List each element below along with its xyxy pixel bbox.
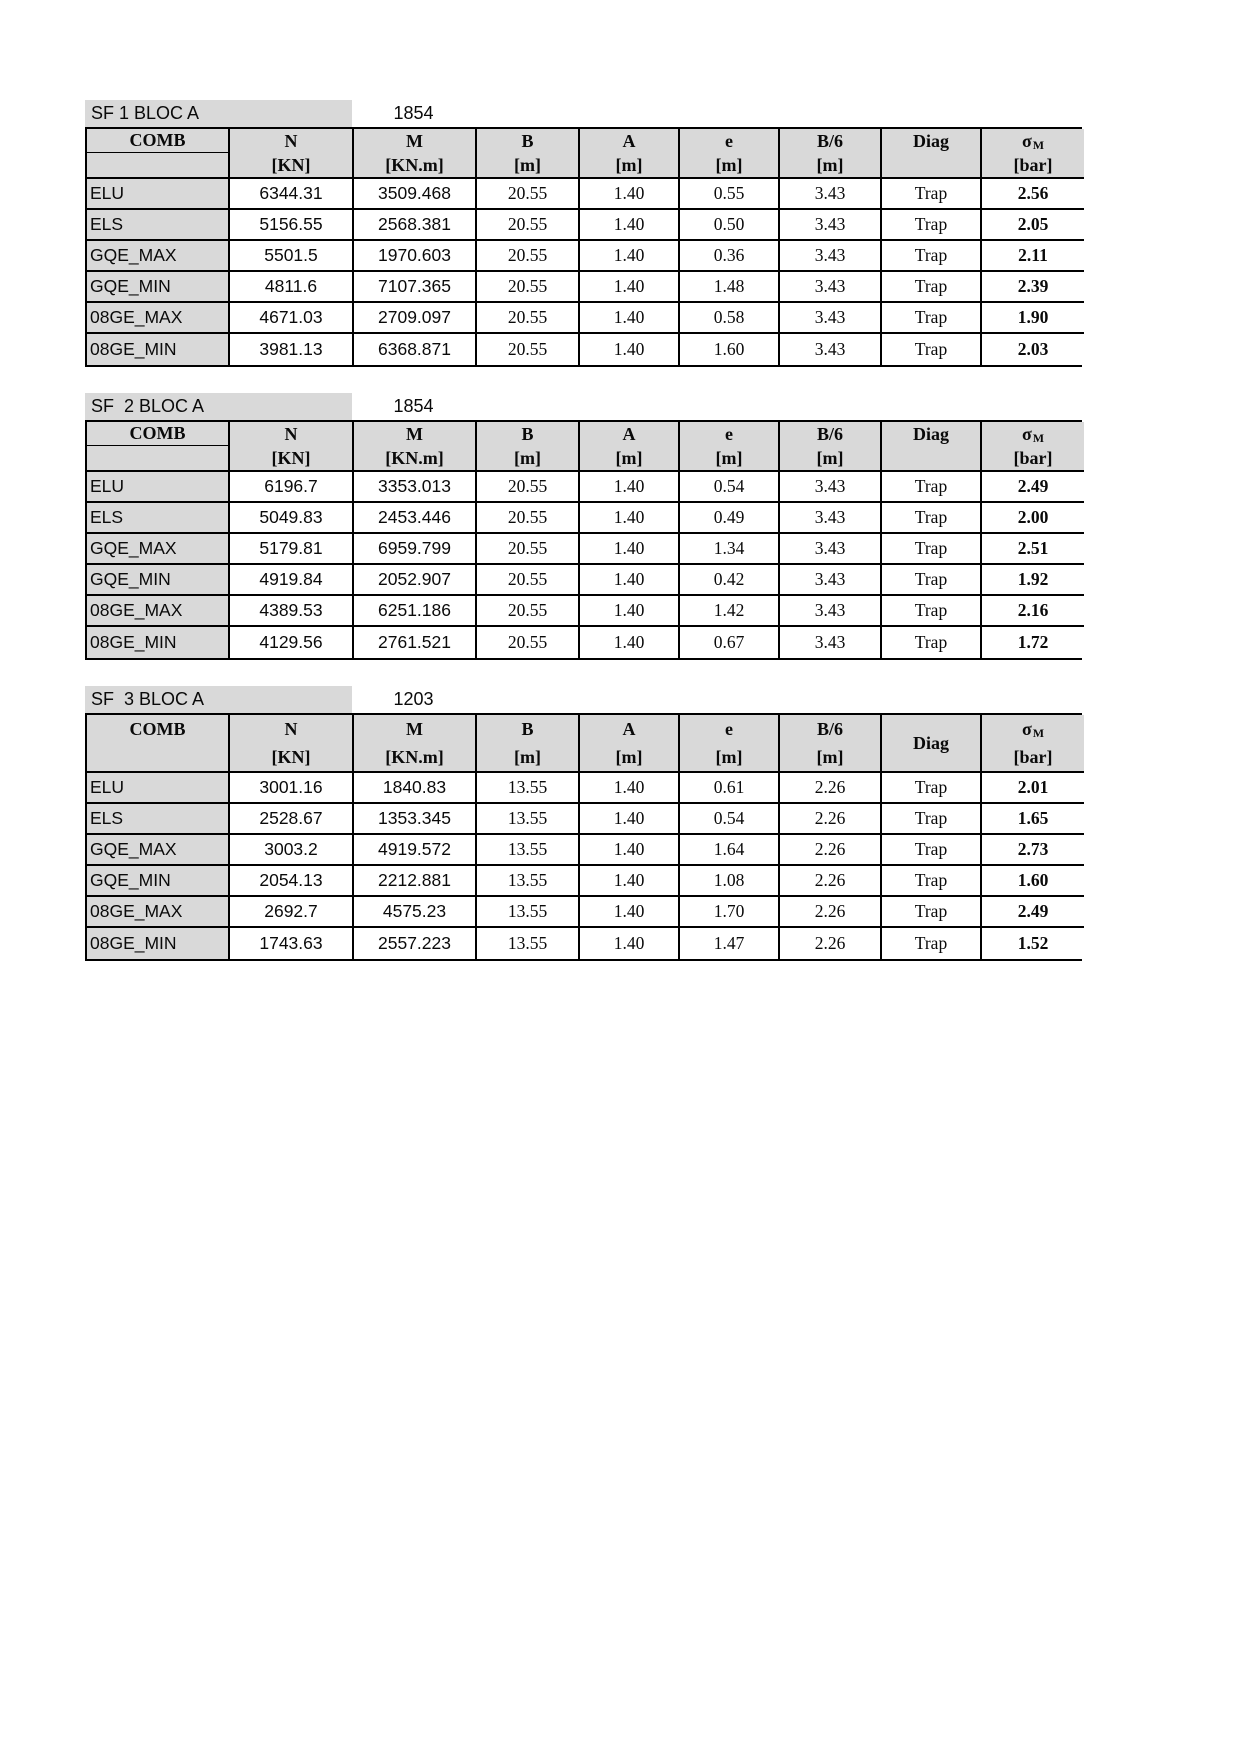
header-e bbox=[680, 715, 780, 773]
cell-e: 0.54 bbox=[680, 472, 780, 503]
comb-label: COMB bbox=[129, 718, 186, 739]
header-b6-symbol: B/6 bbox=[816, 718, 843, 739]
cell-sigma: 2.11 bbox=[982, 241, 1084, 272]
comb-empty-subcell bbox=[87, 153, 228, 177]
cell-a: 1.40 bbox=[580, 627, 680, 658]
cell-a: 1.40 bbox=[580, 534, 680, 565]
cell-sigma: 2.56 bbox=[982, 179, 1084, 210]
table-block-sf1 bbox=[85, 100, 1082, 367]
header-n-unit: [KN] bbox=[271, 154, 311, 175]
header-comb bbox=[87, 715, 230, 773]
cell-a: 1.40 bbox=[580, 804, 680, 835]
cell-e: 1.42 bbox=[680, 596, 780, 627]
cell-e: 0.61 bbox=[680, 773, 780, 804]
cell-diag: Trap bbox=[882, 897, 982, 928]
header-sigma-symbol bbox=[982, 715, 1084, 743]
cell-e: 0.54 bbox=[680, 804, 780, 835]
header-sigma bbox=[982, 715, 1084, 773]
cell-sigma: 2.73 bbox=[982, 835, 1084, 866]
cell-comb: 08GE_MAX bbox=[87, 596, 230, 627]
cell-b6: 3.43 bbox=[780, 303, 882, 334]
cell-a: 1.40 bbox=[580, 773, 680, 804]
header-e-unit: [m] bbox=[715, 746, 743, 767]
header-b6-unit: [m] bbox=[816, 154, 844, 175]
cell-n: 2528.67 bbox=[230, 804, 354, 835]
cell-b6: 2.26 bbox=[780, 897, 882, 928]
header-diag bbox=[882, 715, 982, 773]
cell-e: 1.70 bbox=[680, 897, 780, 928]
cell-e: 0.58 bbox=[680, 303, 780, 334]
cell-a: 1.40 bbox=[580, 303, 680, 334]
table-caption-row bbox=[85, 100, 1082, 127]
cell-b: 20.55 bbox=[477, 534, 580, 565]
cell-diag: Trap bbox=[882, 835, 982, 866]
cell-e: 1.64 bbox=[680, 835, 780, 866]
cell-m: 4919.572 bbox=[354, 835, 477, 866]
table-block-sf2 bbox=[85, 393, 1082, 660]
cell-n: 2054.13 bbox=[230, 866, 354, 897]
header-a-unit: [m] bbox=[615, 154, 643, 175]
cell-sigma: 1.92 bbox=[982, 565, 1084, 596]
header-b bbox=[477, 715, 580, 773]
cell-b: 13.55 bbox=[477, 804, 580, 835]
cell-b6: 3.43 bbox=[780, 565, 882, 596]
cell-b6: 3.43 bbox=[780, 272, 882, 303]
cell-comb: GQE_MAX bbox=[87, 241, 230, 272]
header-b bbox=[477, 129, 580, 179]
cell-a: 1.40 bbox=[580, 835, 680, 866]
header-a-symbol: A bbox=[622, 718, 636, 739]
cell-m: 6368.871 bbox=[354, 334, 477, 365]
cell-a: 1.40 bbox=[580, 472, 680, 503]
cell-m: 3353.013 bbox=[354, 472, 477, 503]
cell-sigma: 1.65 bbox=[982, 804, 1084, 835]
cell-diag: Trap bbox=[882, 472, 982, 503]
cell-b: 20.55 bbox=[477, 503, 580, 534]
table-ref-value: 1854 bbox=[393, 103, 434, 123]
cell-m: 2557.223 bbox=[354, 928, 477, 959]
table-caption-row bbox=[85, 686, 1082, 713]
cell-b6: 3.43 bbox=[780, 210, 882, 241]
cell-e: 1.60 bbox=[680, 334, 780, 365]
cell-m: 2709.097 bbox=[354, 303, 477, 334]
results-table-sf2 bbox=[85, 420, 1082, 660]
header-m bbox=[354, 129, 477, 179]
header-e bbox=[680, 422, 780, 472]
sigma-glyph: σ bbox=[1021, 130, 1032, 151]
cell-m: 1353.345 bbox=[354, 804, 477, 835]
header-diag bbox=[882, 129, 982, 179]
cell-comb: GQE_MAX bbox=[87, 835, 230, 866]
cell-n: 3981.13 bbox=[230, 334, 354, 365]
cell-sigma: 2.03 bbox=[982, 334, 1084, 365]
cell-m: 3509.468 bbox=[354, 179, 477, 210]
table-label: SF 2 BLOC A bbox=[85, 393, 352, 420]
cell-comb: ELS bbox=[87, 210, 230, 241]
cell-b: 13.55 bbox=[477, 773, 580, 804]
cell-e: 0.42 bbox=[680, 565, 780, 596]
cell-m: 6251.186 bbox=[354, 596, 477, 627]
cell-m: 7107.365 bbox=[354, 272, 477, 303]
sigma-glyph: σ bbox=[1021, 718, 1032, 739]
cell-e: 0.36 bbox=[680, 241, 780, 272]
header-n bbox=[230, 715, 354, 773]
cell-b6: 2.26 bbox=[780, 835, 882, 866]
cell-b6: 3.43 bbox=[780, 179, 882, 210]
cell-diag: Trap bbox=[882, 241, 982, 272]
header-b6 bbox=[780, 422, 882, 472]
cell-n: 4919.84 bbox=[230, 565, 354, 596]
comb-label: COMB bbox=[87, 422, 228, 446]
cell-diag: Trap bbox=[882, 534, 982, 565]
header-e-unit: [m] bbox=[715, 154, 743, 175]
cell-a: 1.40 bbox=[580, 179, 680, 210]
cell-diag: Trap bbox=[882, 179, 982, 210]
header-e-symbol: e bbox=[725, 718, 733, 739]
cell-comb: GQE_MIN bbox=[87, 866, 230, 897]
cell-n: 4811.6 bbox=[230, 272, 354, 303]
header-m-symbol: M bbox=[406, 423, 423, 444]
cell-m: 2052.907 bbox=[354, 565, 477, 596]
header-sigma-unit: [bar] bbox=[1013, 746, 1053, 767]
header-b bbox=[477, 422, 580, 472]
cell-sigma: 1.60 bbox=[982, 866, 1084, 897]
header-n-symbol: N bbox=[284, 130, 298, 151]
cell-diag: Trap bbox=[882, 565, 982, 596]
table-block-sf3 bbox=[85, 686, 1082, 961]
cell-e: 0.50 bbox=[680, 210, 780, 241]
header-m-unit: [KN.m] bbox=[385, 154, 444, 175]
cell-b6: 3.43 bbox=[780, 334, 882, 365]
comb-empty-subcell bbox=[87, 743, 228, 771]
cell-e: 0.67 bbox=[680, 627, 780, 658]
cell-n: 5179.81 bbox=[230, 534, 354, 565]
cell-diag: Trap bbox=[882, 773, 982, 804]
header-comb bbox=[87, 129, 230, 179]
cell-a: 1.40 bbox=[580, 503, 680, 534]
cell-comb: GQE_MIN bbox=[87, 272, 230, 303]
cell-sigma: 1.52 bbox=[982, 928, 1084, 959]
cell-n: 5049.83 bbox=[230, 503, 354, 534]
header-b6-unit: [m] bbox=[816, 746, 844, 767]
cell-n: 3003.2 bbox=[230, 835, 354, 866]
cell-b: 20.55 bbox=[477, 179, 580, 210]
cell-comb: ELS bbox=[87, 503, 230, 534]
cell-b6: 3.43 bbox=[780, 596, 882, 627]
cell-sigma: 2.16 bbox=[982, 596, 1084, 627]
cell-e: 0.49 bbox=[680, 503, 780, 534]
header-a bbox=[580, 129, 680, 179]
cell-b: 13.55 bbox=[477, 928, 580, 959]
cell-m: 4575.23 bbox=[354, 897, 477, 928]
cell-n: 3001.16 bbox=[230, 773, 354, 804]
cell-comb: 08GE_MIN bbox=[87, 928, 230, 959]
header-sigma bbox=[982, 422, 1084, 472]
cell-comb: ELU bbox=[87, 179, 230, 210]
header-e-unit: [m] bbox=[715, 447, 743, 468]
sigma-subscript: M bbox=[1032, 137, 1045, 152]
cell-b6: 3.43 bbox=[780, 627, 882, 658]
cell-a: 1.40 bbox=[580, 897, 680, 928]
cell-m: 1970.603 bbox=[354, 241, 477, 272]
header-a-symbol: A bbox=[622, 130, 636, 151]
cell-b6: 2.26 bbox=[780, 773, 882, 804]
cell-n: 4671.03 bbox=[230, 303, 354, 334]
table-caption-row bbox=[85, 393, 1082, 420]
cell-b: 20.55 bbox=[477, 596, 580, 627]
cell-sigma: 2.51 bbox=[982, 534, 1084, 565]
cell-m: 1840.83 bbox=[354, 773, 477, 804]
cell-b: 20.55 bbox=[477, 472, 580, 503]
header-m bbox=[354, 422, 477, 472]
cell-sigma: 2.39 bbox=[982, 272, 1084, 303]
header-sigma-unit: [bar] bbox=[1013, 447, 1053, 468]
cell-diag: Trap bbox=[882, 596, 982, 627]
comb-label: COMB bbox=[87, 129, 228, 153]
header-b-unit: [m] bbox=[514, 447, 541, 468]
header-m bbox=[354, 715, 477, 773]
cell-b6: 3.43 bbox=[780, 503, 882, 534]
cell-comb: 08GE_MAX bbox=[87, 897, 230, 928]
cell-b: 20.55 bbox=[477, 272, 580, 303]
comb-empty-subcell bbox=[87, 446, 228, 470]
cell-n: 1743.63 bbox=[230, 928, 354, 959]
header-b6 bbox=[780, 715, 882, 773]
header-e-symbol: e bbox=[725, 423, 733, 444]
cell-n: 2692.7 bbox=[230, 897, 354, 928]
header-b6-symbol: B/6 bbox=[816, 423, 843, 444]
header-b6-unit: [m] bbox=[816, 447, 844, 468]
cell-n: 4389.53 bbox=[230, 596, 354, 627]
header-n-unit: [KN] bbox=[271, 746, 311, 767]
cell-m: 6959.799 bbox=[354, 534, 477, 565]
cell-comb: GQE_MAX bbox=[87, 534, 230, 565]
header-n-unit: [KN] bbox=[271, 447, 311, 468]
cell-e: 0.55 bbox=[680, 179, 780, 210]
cell-b6: 2.26 bbox=[780, 928, 882, 959]
cell-diag: Trap bbox=[882, 804, 982, 835]
table-label: SF 1 BLOC A bbox=[85, 100, 352, 127]
cell-sigma: 2.01 bbox=[982, 773, 1084, 804]
cell-n: 4129.56 bbox=[230, 627, 354, 658]
cell-comb: 08GE_MAX bbox=[87, 303, 230, 334]
cell-e: 1.34 bbox=[680, 534, 780, 565]
header-n bbox=[230, 129, 354, 179]
cell-e: 1.47 bbox=[680, 928, 780, 959]
cell-sigma: 2.49 bbox=[982, 472, 1084, 503]
cell-a: 1.40 bbox=[580, 928, 680, 959]
header-diag-symbol: Diag bbox=[913, 130, 949, 151]
cell-m: 2761.521 bbox=[354, 627, 477, 658]
cell-sigma: 2.00 bbox=[982, 503, 1084, 534]
header-m-symbol: M bbox=[406, 130, 423, 151]
cell-diag: Trap bbox=[882, 928, 982, 959]
cell-diag: Trap bbox=[882, 627, 982, 658]
header-a-unit: [m] bbox=[615, 746, 643, 767]
header-b-unit: [m] bbox=[514, 746, 541, 767]
header-b-symbol: B bbox=[521, 130, 534, 151]
header-m-unit: [KN.m] bbox=[385, 447, 444, 468]
cell-m: 2568.381 bbox=[354, 210, 477, 241]
cell-b: 20.55 bbox=[477, 334, 580, 365]
header-a-symbol: A bbox=[622, 423, 636, 444]
cell-n: 6196.7 bbox=[230, 472, 354, 503]
cell-n: 5156.55 bbox=[230, 210, 354, 241]
cell-a: 1.40 bbox=[580, 596, 680, 627]
sigma-subscript: M bbox=[1032, 430, 1045, 445]
header-diag-symbol: Diag bbox=[913, 732, 949, 753]
header-b6 bbox=[780, 129, 882, 179]
header-sigma-symbol bbox=[982, 422, 1084, 446]
cell-n: 6344.31 bbox=[230, 179, 354, 210]
cell-b6: 2.26 bbox=[780, 866, 882, 897]
cell-comb: 08GE_MIN bbox=[87, 627, 230, 658]
cell-n: 5501.5 bbox=[230, 241, 354, 272]
cell-e: 1.48 bbox=[680, 272, 780, 303]
cell-diag: Trap bbox=[882, 303, 982, 334]
cell-a: 1.40 bbox=[580, 866, 680, 897]
cell-comb: 08GE_MIN bbox=[87, 334, 230, 365]
header-a-unit: [m] bbox=[615, 447, 643, 468]
results-table-sf3 bbox=[85, 713, 1082, 961]
cell-comb: ELU bbox=[87, 472, 230, 503]
table-ref-value: 1203 bbox=[393, 689, 434, 709]
cell-b: 20.55 bbox=[477, 303, 580, 334]
cell-b6: 3.43 bbox=[780, 534, 882, 565]
cell-b: 13.55 bbox=[477, 897, 580, 928]
cell-sigma: 2.49 bbox=[982, 897, 1084, 928]
header-m-unit: [KN.m] bbox=[385, 746, 444, 767]
cell-b: 20.55 bbox=[477, 241, 580, 272]
header-sigma-unit: [bar] bbox=[1013, 154, 1053, 175]
cell-diag: Trap bbox=[882, 866, 982, 897]
cell-diag: Trap bbox=[882, 210, 982, 241]
cell-a: 1.40 bbox=[580, 210, 680, 241]
cell-b6: 3.43 bbox=[780, 241, 882, 272]
cell-sigma: 2.05 bbox=[982, 210, 1084, 241]
cell-b6: 2.26 bbox=[780, 804, 882, 835]
cell-b: 20.55 bbox=[477, 565, 580, 596]
sigma-subscript: M bbox=[1032, 725, 1045, 740]
table-ref-value: 1854 bbox=[393, 396, 434, 416]
header-e bbox=[680, 129, 780, 179]
header-diag bbox=[882, 422, 982, 472]
cell-m: 2453.446 bbox=[354, 503, 477, 534]
cell-diag: Trap bbox=[882, 272, 982, 303]
header-a bbox=[580, 422, 680, 472]
header-n bbox=[230, 422, 354, 472]
header-n-symbol: N bbox=[284, 718, 298, 739]
cell-a: 1.40 bbox=[580, 334, 680, 365]
header-b6-symbol: B/6 bbox=[816, 130, 843, 151]
table-label: SF 3 BLOC A bbox=[85, 686, 352, 713]
cell-diag: Trap bbox=[882, 334, 982, 365]
cell-b: 20.55 bbox=[477, 210, 580, 241]
header-sigma bbox=[982, 129, 1084, 179]
cell-b: 13.55 bbox=[477, 835, 580, 866]
cell-m: 2212.881 bbox=[354, 866, 477, 897]
header-m-symbol: M bbox=[406, 718, 423, 739]
header-sigma-symbol bbox=[982, 129, 1084, 153]
cell-a: 1.40 bbox=[580, 272, 680, 303]
header-a bbox=[580, 715, 680, 773]
cell-comb: GQE_MIN bbox=[87, 565, 230, 596]
cell-sigma: 1.72 bbox=[982, 627, 1084, 658]
cell-comb: ELU bbox=[87, 773, 230, 804]
cell-b: 13.55 bbox=[477, 866, 580, 897]
header-b-symbol: B bbox=[521, 718, 534, 739]
cell-b6: 3.43 bbox=[780, 472, 882, 503]
cell-a: 1.40 bbox=[580, 241, 680, 272]
header-b-unit: [m] bbox=[514, 154, 541, 175]
header-b-symbol: B bbox=[521, 423, 534, 444]
cell-e: 1.08 bbox=[680, 866, 780, 897]
cell-comb: ELS bbox=[87, 804, 230, 835]
sigma-glyph: σ bbox=[1021, 423, 1032, 444]
cell-b: 20.55 bbox=[477, 627, 580, 658]
header-e-symbol: e bbox=[725, 130, 733, 151]
header-diag-symbol: Diag bbox=[913, 423, 949, 444]
header-n-symbol: N bbox=[284, 423, 298, 444]
cell-a: 1.40 bbox=[580, 565, 680, 596]
cell-diag: Trap bbox=[882, 503, 982, 534]
cell-sigma: 1.90 bbox=[982, 303, 1084, 334]
header-comb bbox=[87, 422, 230, 472]
results-table-sf1 bbox=[85, 127, 1082, 367]
